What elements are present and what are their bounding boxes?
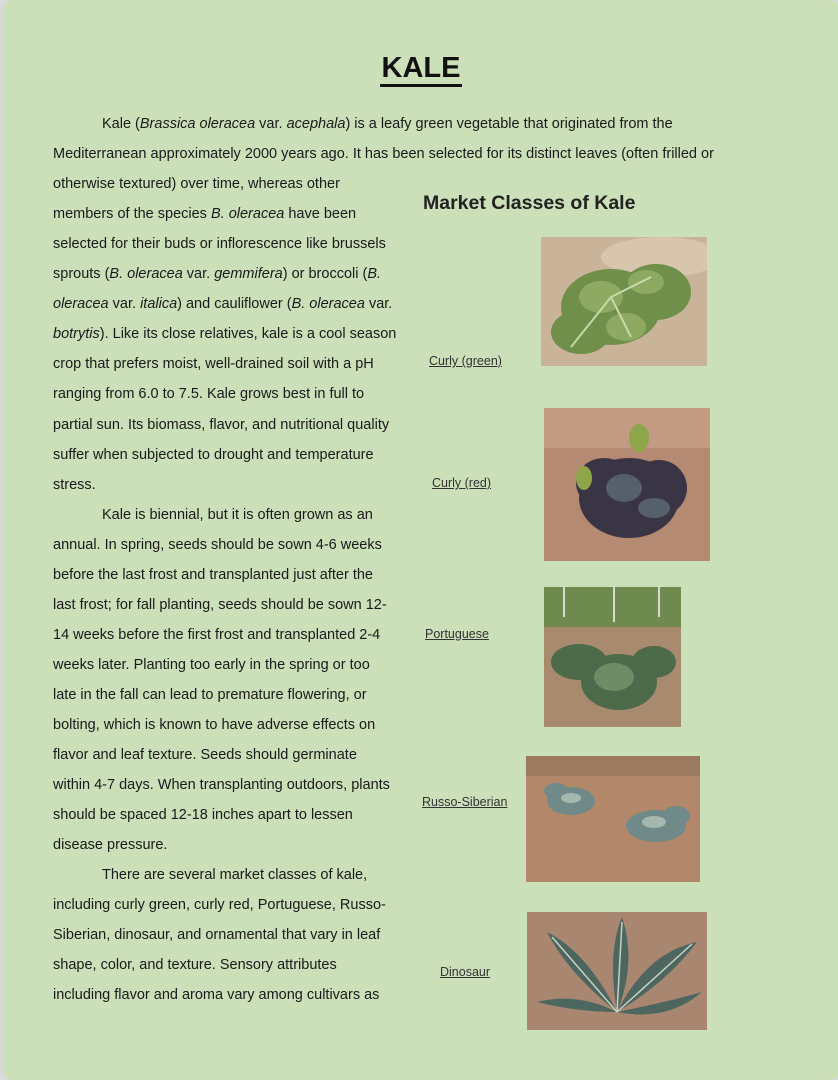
- paragraph-2-line: bolting, which is known to have adverse effects on: [53, 717, 376, 733]
- paragraph-1-line: crop that prefers moist, well-drained soil with a pH: [53, 356, 374, 372]
- paragraph-1-line: sprouts (B. oleracea var. gemmifera) or broccoli (B.: [53, 266, 382, 282]
- dinosaur-kale-photo: [527, 912, 707, 1030]
- class-label-curly-green: Curly (green): [429, 354, 502, 368]
- class-label-portuguese: Portuguese: [425, 627, 489, 641]
- paragraph-3-line: There are several market classes of kale,: [102, 867, 368, 883]
- paragraph-3-line: including curly green, curly red, Portuguese, Russo-: [53, 897, 386, 913]
- paragraph-1-line: ranging from 6.0 to 7.5. Kale grows best in full to: [53, 386, 365, 402]
- paragraph-2-line: weeks later. Planting too early in the spring or too: [53, 657, 370, 673]
- paragraph-1-line: partial sun. Its biomass, flavor, and nutritional quality: [53, 417, 390, 433]
- paragraph-1-line: otherwise textured) over time, whereas other: [53, 176, 340, 192]
- paragraph-2-line: should be spaced 12-18 inches apart to lessen: [53, 807, 353, 823]
- paragraph-1-line: Kale (Brassica oleracea var. acephala) is a leafy green vegetable that originated from the: [102, 116, 673, 132]
- paragraph-3-line: including flavor and aroma vary among cultivars as: [53, 987, 380, 1003]
- class-label-dinosaur: Dinosaur: [440, 965, 491, 979]
- paragraph-2-line: 14 weeks before the first frost and transplanted 2-4: [53, 627, 381, 643]
- market-classes-title: Market Classes of Kale: [423, 192, 636, 214]
- class-label-curly-red: Curly (red): [432, 476, 492, 490]
- curly-green-kale-photo: [541, 237, 707, 366]
- paragraph-2-line: Kale is biennial, but it is often grown as an: [102, 507, 373, 523]
- page-title: KALE: [4, 52, 838, 85]
- paragraph-2-line: disease pressure.: [53, 837, 168, 853]
- paragraph-1-line: botrytis). Like its close relatives, kale is a cool season: [53, 326, 397, 342]
- paragraph-1-line: stress.: [53, 477, 96, 493]
- paragraph-3-line: Siberian, dinosaur, and ornamental that vary in leaf: [53, 927, 381, 943]
- document-page: [4, 0, 838, 1080]
- paragraph-1-line: suffer when subjected to drought and temperature: [53, 447, 374, 463]
- russo-siberian-kale-photo: [526, 756, 700, 882]
- paragraph-1-line: members of the species B. oleracea have been: [53, 206, 357, 222]
- paragraph-1-line: oleracea var. italica) and cauliflower (B. oleracea var.: [53, 296, 393, 312]
- paragraph-1-line: selected for their buds or inflorescence like brussels: [53, 236, 386, 252]
- paragraph-2-line: within 4-7 days. When transplanting outdoors, plants: [53, 777, 390, 793]
- portuguese-kale-photo: [544, 587, 681, 727]
- paragraph-3-line: shape, color, and texture. Sensory attributes: [53, 957, 337, 973]
- paragraph-2-line: last frost; for fall planting, seeds should be sown 12-: [53, 597, 387, 613]
- paragraph-2-line: late in the fall can lead to premature flowering, or: [53, 687, 367, 703]
- curly-red-kale-photo: [544, 408, 710, 561]
- paragraph-2-line: before the last frost and transplanted just after the: [53, 567, 373, 583]
- paragraph-2-line: flavor and leaf texture. Seeds should germinate: [53, 747, 357, 763]
- class-label-russo-siberian: Russo-Siberian: [422, 795, 508, 809]
- paragraph-1-line: Mediterranean approximately 2000 years ago. It has been selected for its distinct leaves (often frilled or: [53, 146, 714, 162]
- paragraph-2-line: annual. In spring, seeds should be sown 4-6 weeks: [53, 537, 382, 553]
